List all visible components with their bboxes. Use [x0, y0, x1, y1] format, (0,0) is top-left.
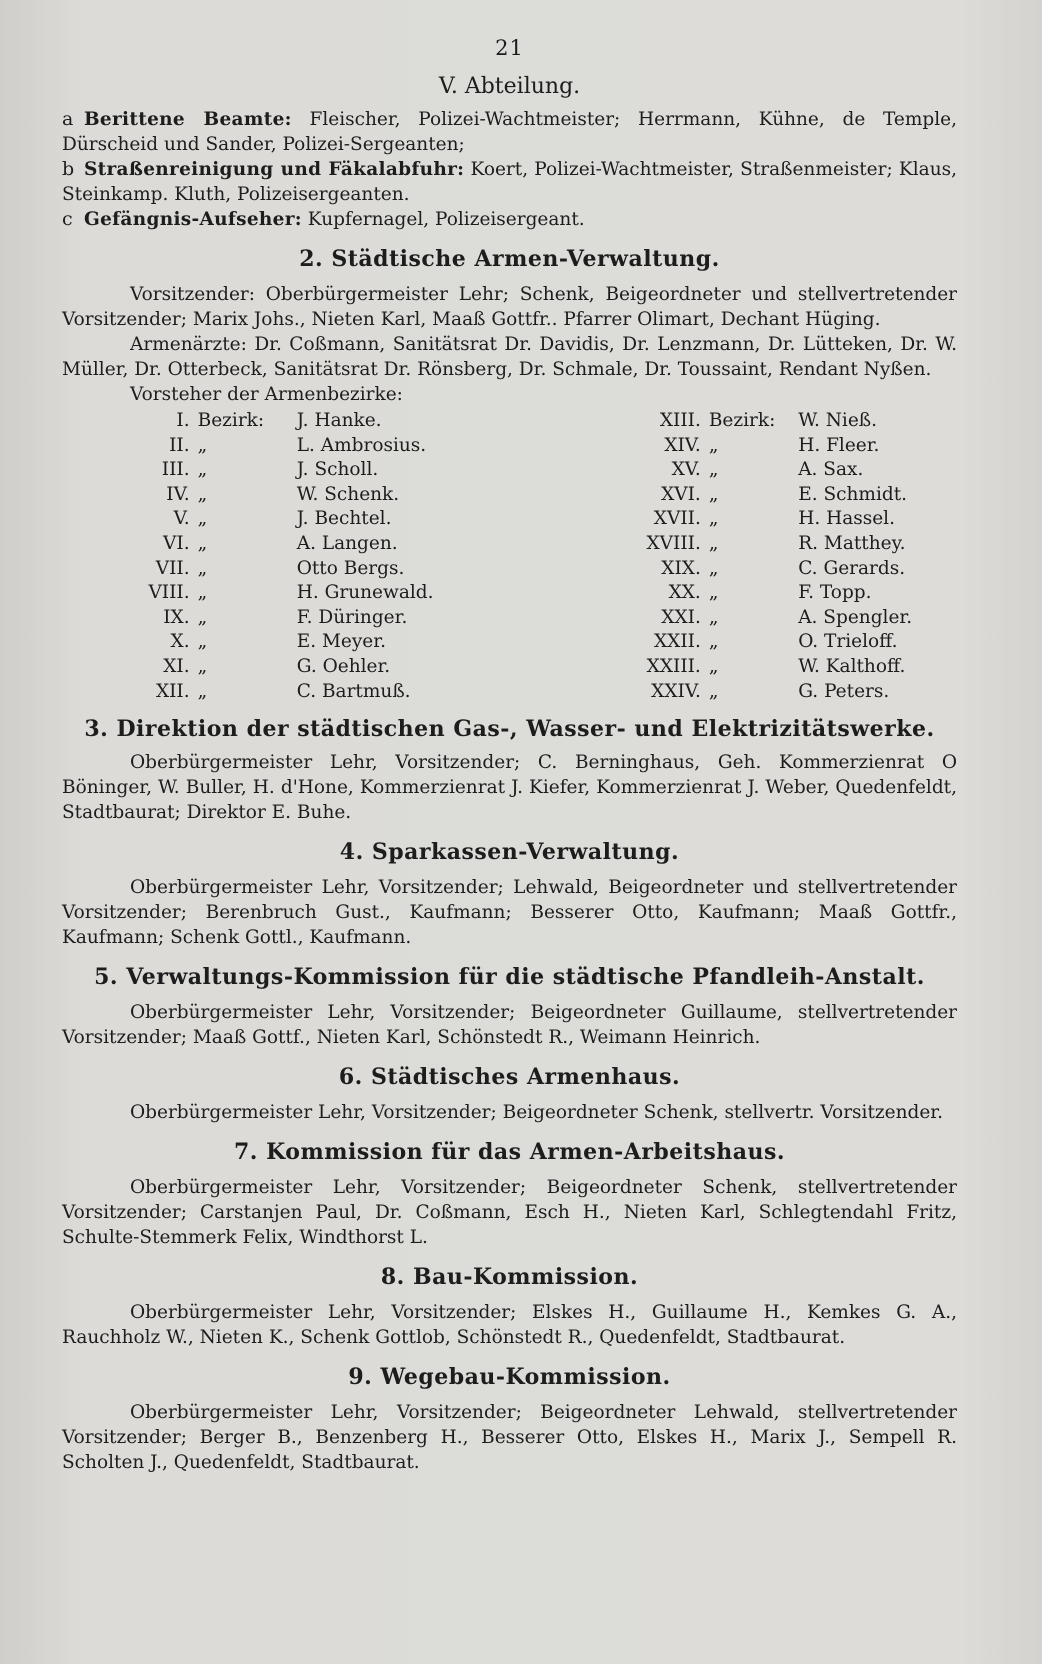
district-table — [62, 409, 957, 704]
district-number: XXI. — [661, 606, 701, 628]
district-chair: A. Sax. — [798, 459, 864, 481]
district-chair: W. Kalthoff. — [798, 655, 906, 677]
district-label: „ — [708, 508, 719, 530]
district-number: IX. — [163, 606, 190, 628]
section-4-text: Oberbürgermeister Lehr, Vorsitzender; Lehwald, Beigeordneter und stellvertretender Vorsitzender; Berenbruch Gust., Kaufmann; Besserer Otto, Kaufmann; Maaß Gottfr., Kaufmann; Schenk Gottl., Kaufmann. — [62, 877, 957, 949]
district-label: „ — [708, 532, 719, 554]
section-v-item-b: b Straßenreinigung und Fäkalabfuhr: Koert, Polizei-Wachtmeister, Straßenmeister; Klaus, Steinkamp. Kluth, Polizeisergeanten. — [62, 158, 957, 205]
district-number: XX. — [668, 582, 701, 604]
section-8-title: 8. Bau-Kommission. — [380, 1264, 639, 1291]
district-label: Bezirk: — [708, 410, 776, 431]
district-chair: J. Hanke. — [296, 410, 382, 431]
district-label: „ — [708, 680, 719, 702]
section-6-title: 6. Städtisches Armenhaus. — [338, 1064, 681, 1091]
district-number: XXIII. — [646, 655, 701, 677]
district-number: VII. — [155, 557, 190, 579]
district-chair: O. Trieloff. — [798, 631, 898, 653]
district-row — [62, 458, 957, 483]
section-v-item-a: a Berittene Beamte: Fleischer, Polizei-Wachtmeister; Herrmann, Kühne, de Temple, Dürscheid und Sander, Polizei-Sergeanten; — [62, 108, 957, 155]
district-chair: H. Hassel. — [798, 508, 895, 530]
district-label: „ — [197, 680, 208, 702]
section-2-title: 2. Städtische Armen-Verwaltung. — [299, 246, 720, 272]
district-row — [62, 581, 957, 606]
district-number: XXII. — [653, 631, 701, 653]
district-chair: C. Bartmuß. — [296, 680, 411, 702]
section-5-title: 5. Verwaltungs-Kommission für die städtische Pfandleih-Anstalt. — [94, 964, 925, 991]
district-label: „ — [708, 606, 719, 628]
district-label: „ — [197, 483, 208, 505]
section-9-text: Oberbürgermeister Lehr, Vorsitzender; Beigeordneter Lehwald, stellvertretender Vorsitzender; Berger B., Benzenberg H., Besserer Otto, Elskes H., Marix J., Sempell R. Scholten J., Quedenfeldt, Stadtbaurat. — [62, 1402, 957, 1474]
district-number: III. — [161, 459, 190, 481]
district-number: XIII. — [659, 410, 701, 431]
section-5-text: Oberbürgermeister Lehr, Vorsitzender; Beigeordneter Guillaume, stellvertretender Vorsitzender; Maaß Gottf., Nieten Karl, Schönstedt R., Weimann Heinrich. — [62, 1002, 957, 1049]
district-number: XVI. — [661, 483, 701, 505]
section-7-text: Oberbürgermeister Lehr, Vorsitzender; Beigeordneter Schenk, stellvertretender Vorsitzender; Carstanjen Paul, Dr. Coßmann, Esch H., Nieten Karl, Schlegtendahl Fritz, Schulte-Stemmerk Felix, Windthorst L. — [62, 1177, 957, 1249]
district-row — [62, 434, 957, 459]
district-chair: R. Matthey. — [798, 532, 906, 554]
district-chair: W. Nieß. — [798, 410, 878, 431]
district-number: XIV. — [664, 434, 701, 456]
district-label: „ — [197, 434, 208, 456]
district-label: „ — [708, 557, 719, 579]
district-chair: G. Oehler. — [296, 655, 391, 677]
section-3-title: 3. Direktion der städtischen Gas-, Wasser- und Elektrizitätswerke. — [84, 716, 935, 743]
district-row — [62, 507, 957, 532]
district-label: „ — [197, 631, 208, 653]
page-number: 21 — [495, 36, 524, 60]
section-6-text: Oberbürgermeister Lehr, Vorsitzender; Beigeordneter Schenk, stellvertr. Vorsitzender. — [130, 1102, 943, 1124]
district-label: „ — [708, 459, 719, 481]
section-2-doctors: Armenärzte: Dr. Coßmann, Sanitätsrat Dr. Davidis, Dr. Lenzmann, Dr. Lütteken, Dr. W. Müller, Dr. Otterbeck, Sanitätsrat Dr. Rönsberg, Dr. Schmale, Dr. Toussaint, Rendant Nyßen. — [62, 334, 957, 380]
district-chair: Otto Bergs. — [296, 557, 405, 579]
district-number: XI. — [163, 655, 190, 677]
section-2-districts-heading: Vorsteher der Armenbezirke: — [130, 384, 403, 405]
district-label: „ — [197, 557, 208, 579]
district-number: X. — [170, 631, 190, 653]
section-2-chair: Vorsitzender: Oberbürgermeister Lehr; Schenk, Beigeordneter und stellvertretender Vorsitzender; Marix Johs., Nieten Karl, Maaß Gottfr.. Pfarrer Olimart, Dechant Hüging. — [62, 284, 957, 330]
district-chair: C. Gerards. — [798, 557, 906, 579]
district-number: V. — [173, 508, 190, 530]
district-chair: L. Ambrosius. — [296, 434, 427, 456]
district-row — [62, 630, 957, 655]
district-chair: J. Scholl. — [296, 459, 379, 481]
district-number: VI. — [163, 532, 190, 554]
district-label: „ — [708, 655, 719, 677]
district-chair: J. Bechtel. — [296, 508, 392, 530]
district-label: „ — [197, 508, 208, 530]
district-number: XIX. — [661, 557, 701, 579]
district-number: IV. — [166, 483, 190, 505]
district-number: II. — [169, 434, 190, 456]
district-chair: W. Schenk. — [296, 483, 400, 505]
district-label: „ — [708, 434, 719, 456]
district-number: XV. — [671, 459, 701, 481]
district-label: „ — [708, 582, 719, 604]
section-v-title: V. Abteilung. — [438, 74, 581, 99]
district-row — [62, 532, 957, 557]
section-9-title: 9. Wegebau-Kommission. — [348, 1364, 671, 1391]
district-row — [62, 606, 957, 631]
district-chair: H. Fleer. — [798, 434, 880, 456]
district-chair: H. Grunewald. — [296, 582, 434, 604]
district-row — [62, 483, 957, 508]
district-label: „ — [197, 459, 208, 481]
district-chair: A. Spengler. — [798, 606, 913, 628]
district-label: „ — [197, 606, 208, 628]
section-8-text: Oberbürgermeister Lehr, Vorsitzender; Elskes H., Guillaume H., Kemkes G. A., Rauchholz W., Nieten K., Schenk Gottlob, Schönstedt R., Quedenfeldt, Stadtbaurat. — [62, 1302, 957, 1349]
section-v-item-c: c Gefängnis-Aufseher: Kupfernagel, Polizeisergeant. — [62, 208, 585, 230]
district-label: „ — [197, 655, 208, 677]
section-3-text: Oberbürgermeister Lehr, Vorsitzender; C. Berninghaus, Geh. Kommerzienrat O Böninger, W. Buller, H. d'Hone, Kommerzienrat J. Kiefer, Kommerzienrat J. Weber, Quedenfeldt, Stadtbaurat; Direktor E. Buhe. — [62, 752, 957, 824]
district-row — [62, 655, 957, 680]
district-chair: E. Schmidt. — [798, 483, 908, 505]
district-number: XVII. — [653, 508, 701, 530]
district-number: VIII. — [148, 582, 190, 604]
district-number: XXIV. — [651, 680, 701, 702]
district-row — [62, 680, 957, 705]
district-chair: F. Topp. — [798, 582, 872, 604]
district-label: „ — [197, 532, 208, 554]
district-label: „ — [197, 582, 208, 604]
district-label: Bezirk: — [197, 410, 265, 431]
section-4-title: 4. Sparkassen-Verwaltung. — [339, 839, 680, 866]
district-label: „ — [708, 631, 719, 653]
district-chair: F. Düringer. — [296, 606, 408, 628]
district-number: XVIII. — [646, 532, 701, 554]
district-chair: E. Meyer. — [296, 631, 386, 653]
district-number: I. — [176, 410, 190, 431]
district-label: „ — [708, 483, 719, 505]
district-number: XII. — [155, 680, 190, 702]
district-row — [62, 557, 957, 582]
district-chair: A. Langen. — [296, 532, 398, 554]
district-chair: G. Peters. — [798, 680, 890, 702]
district-row — [62, 409, 957, 434]
section-7-title: 7. Kommission für das Armen-Arbeitshaus. — [234, 1139, 785, 1166]
